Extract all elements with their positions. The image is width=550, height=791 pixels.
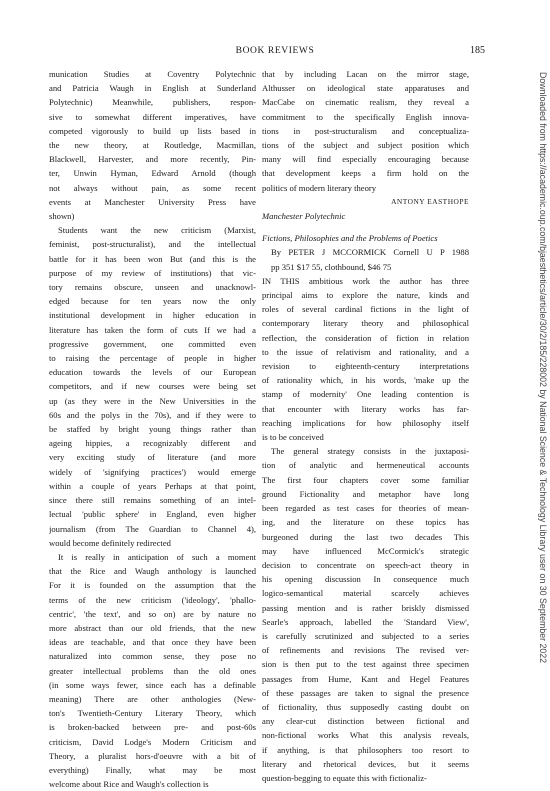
text-line: principal aims to explore the nature, kinds and xyxy=(262,290,469,301)
text-line: 60s and the polys in the 70s), and if they were to xyxy=(49,409,256,420)
text-line: that development keeps a firm hold on the xyxy=(262,168,469,179)
book-detail-line: By PETER J MCCORMICK Cornell U P 1988 xyxy=(271,247,469,258)
text-line: non-fictional works What this analysis reveals, xyxy=(262,730,469,741)
text-line: The general strategy consists in the juxtaposi- xyxy=(271,446,469,457)
text-line: The first four chapters cover some familiar xyxy=(262,474,469,485)
text-line: Polytechnic) Meanwhile, publishers, respon- xyxy=(49,97,256,108)
text-line: his opening discussion In consequence much xyxy=(262,574,469,585)
text-line: may have influenced McCormick's strategic xyxy=(262,545,469,556)
text-line: logico-semantical material scarcely achieves xyxy=(262,588,469,599)
text-line: ing, and the literature on these topics has xyxy=(262,517,469,528)
text-line: criticism, David Lodge's Modern Criticism and xyxy=(49,736,256,747)
reviewer-affiliation: Manchester Polytechnic xyxy=(262,211,346,222)
text-line: is broken-backed between pre- and post-60s xyxy=(49,722,256,733)
text-line: (in some ways fewer, since each has a definable xyxy=(49,679,256,690)
text-line: institutional development in higher education in xyxy=(49,310,256,321)
text-line: be staffed by bright young things rather than xyxy=(49,424,256,435)
text-line: ideas are teachable, and that once they have been xyxy=(49,637,256,648)
review-body xyxy=(262,274,469,785)
text-line: ton's Twentieth-Century Literary Theory, which xyxy=(49,708,256,719)
text-line: tion of analytic and hermeneutical accounts xyxy=(262,460,469,471)
text-line: tions of the subject and subject position which xyxy=(262,140,469,151)
text-line: munication Studies at Coventry Polytechnic xyxy=(49,69,256,79)
text-line: ageing hippies, a recognizably different and xyxy=(49,438,256,449)
text-line: reflection, the consideration of fiction in relation xyxy=(262,332,469,343)
text-line: of fictionality, thus supposedly casting doubt on xyxy=(262,701,469,712)
book-title: Fictions, Philosophies and the Problems of Poetics xyxy=(262,233,438,244)
text-line: reaching implications for how philosophy itself xyxy=(262,417,469,428)
text-line: Blackwell, Harvester, and more recently, Pin- xyxy=(49,154,256,165)
text-line: been regarded as test cases for theories of mean- xyxy=(262,503,469,514)
text-line: education towards the levels of our European xyxy=(49,367,256,378)
left-column xyxy=(49,67,256,791)
text-line: within a couple of years Perhaps at that point, xyxy=(49,480,256,491)
text-line: to raising the percentage of people in higher xyxy=(49,353,256,364)
text-line: many will find especially encouraging because xyxy=(262,154,469,165)
text-line: welcome about Rice and Waugh's collection is xyxy=(49,779,209,790)
text-line: that by including Lacan on the mirror stage, xyxy=(262,69,469,79)
text-line: that encounter with literary works has far- xyxy=(262,403,469,414)
text-line: roles of several cardinal fictions in the light of xyxy=(262,304,469,315)
download-watermark: Downloaded from https://academic.oup.com/bjaesthetics/article/30/2/185/228002 by National Science & Technology Library user on 30 September 2022 xyxy=(538,72,548,664)
text-line: of these passages are taken to signal the presence xyxy=(262,687,469,698)
text-line: purpose of my review of institutions) that vic- xyxy=(49,267,256,278)
text-line: edged because for ten years now the only xyxy=(49,296,256,307)
text-line: to the issue of relativism and rationality, and a xyxy=(262,346,469,357)
text-line: competed vigorously to build up lists based in xyxy=(49,125,256,136)
book-detail-line: pp 351 $17 55, clothbound, $46 75 xyxy=(271,261,392,272)
text-line: would become definitely redirected xyxy=(49,537,171,548)
text-line: question-begging to equate this with fictionaliz- xyxy=(262,772,427,783)
text-line: shown) xyxy=(49,211,75,222)
text-line: competitors, and if new courses were being set xyxy=(49,381,256,392)
text-line: burgeoned during the last two decades This xyxy=(262,531,469,542)
text-line: more abstract than our old friends, that the new xyxy=(49,622,256,633)
text-line: revision to eighteenth-century interpretations xyxy=(262,361,469,372)
text-line: literary and rhetorical devices, but it seems xyxy=(262,758,469,769)
text-line: decision to concentrate on speech-act theory in xyxy=(262,559,469,570)
text-line: IN THIS ambitious work the author has three xyxy=(262,275,469,286)
text-line: For it is founded on the assumption that the xyxy=(49,580,256,591)
text-line: literature has taken the form of cuts If we had a xyxy=(49,324,256,335)
text-line: of refinements and revisions The revised ver- xyxy=(262,645,469,656)
text-line: tory remains obscure, unseen and unacknowl- xyxy=(49,282,256,293)
text-line: feminist, post-structuralist), and the intellectual xyxy=(49,239,256,250)
text-line: the new theory, at Routledge, Macmillan, xyxy=(49,140,256,151)
page-header-title: BOOK REVIEWS xyxy=(235,46,315,56)
text-line: lectual 'public sphere' in England, even higher xyxy=(49,509,256,520)
text-line: since there still remains something of an intel- xyxy=(49,495,256,506)
text-line: is carefully scrutinized and subjected to a series xyxy=(262,630,469,641)
text-line: commitment to the specifically English innova- xyxy=(262,111,469,122)
text-line: Althusser on ideological state apparatuses and xyxy=(262,83,469,94)
text-line: passing mention and is rather briskly dismissed xyxy=(262,602,469,613)
text-line: is to be conceived xyxy=(262,432,324,443)
text-line: if anything, is that philosophers too resort to xyxy=(262,744,469,755)
text-line: events at Manchester University Press have xyxy=(49,196,256,207)
text-line: that the Rice and Waugh anthology is launched xyxy=(49,566,256,577)
text-line: naturalized into common sense, they pose no xyxy=(49,651,256,662)
text-line: battle for it has been won But (and this is the xyxy=(49,253,256,264)
text-line: ground Fictionality and metaphor have long xyxy=(262,488,469,499)
book-details xyxy=(262,245,469,273)
right-column xyxy=(262,67,469,785)
text-line: centric', 'the text', and so on) are by nature no xyxy=(49,608,256,619)
text-line: sive to somewhat different imperatives, have xyxy=(49,111,256,122)
review-conclusion xyxy=(262,67,469,195)
text-line: Theory, a pluralist hors-d'oeuvre with a bit of xyxy=(49,750,256,761)
text-line: progressive government, one committed even xyxy=(49,338,256,349)
text-line: tions in post-structuralism and conceptualiza- xyxy=(262,125,469,136)
reviewer-name: ANTONY EASTHOPE xyxy=(391,196,469,206)
text-line: meaning) There are other anthologies (New- xyxy=(49,693,256,704)
text-line: stamp of modernity' One leading contention is xyxy=(262,389,469,400)
text-line: sion is then put to the test against three specimen xyxy=(262,659,469,670)
text-line: journalism (from The Guardian to Channel 4), xyxy=(49,523,256,534)
text-line: MacCabe on cinematic realism, they reveal a xyxy=(262,97,469,108)
page-number: 185 xyxy=(470,45,485,56)
text-line: It is really in anticipation of such a moment xyxy=(58,551,256,562)
text-line: Searle's approach, labelled the 'Standard View', xyxy=(262,616,469,627)
text-line: passages from Hume, Kant and Hegel Features xyxy=(262,673,469,684)
text-line: widely of 'signifying practices') would emerge xyxy=(49,466,256,477)
text-line: greater intellectual problems than the old ones xyxy=(49,665,256,676)
text-line: up (as they were in the New Universities in the xyxy=(49,395,256,406)
text-line: politics of modern literary theory xyxy=(262,182,377,193)
text-line: any clear-cut distinction between fictional and xyxy=(262,716,469,727)
text-line: of rationality which, in his words, 'make up the xyxy=(262,375,469,386)
text-line: everything) Finally, what may be most xyxy=(49,764,256,775)
text-line: very exciting study of literature (and more xyxy=(49,452,256,463)
text-line: contemporary literary theory and philosophical xyxy=(262,318,469,329)
text-line: Students want the new criticism (Marxist, xyxy=(58,225,256,236)
text-line: terms of the new criticism ('ideology', 'phallo- xyxy=(49,594,256,605)
text-line: ter, Unwin Hyman, Edward Arnold (though xyxy=(49,168,256,179)
text-line: not always without pain, as some recent xyxy=(49,182,256,193)
text-line: and Patricia Waugh in English at Sunderland xyxy=(49,83,256,94)
